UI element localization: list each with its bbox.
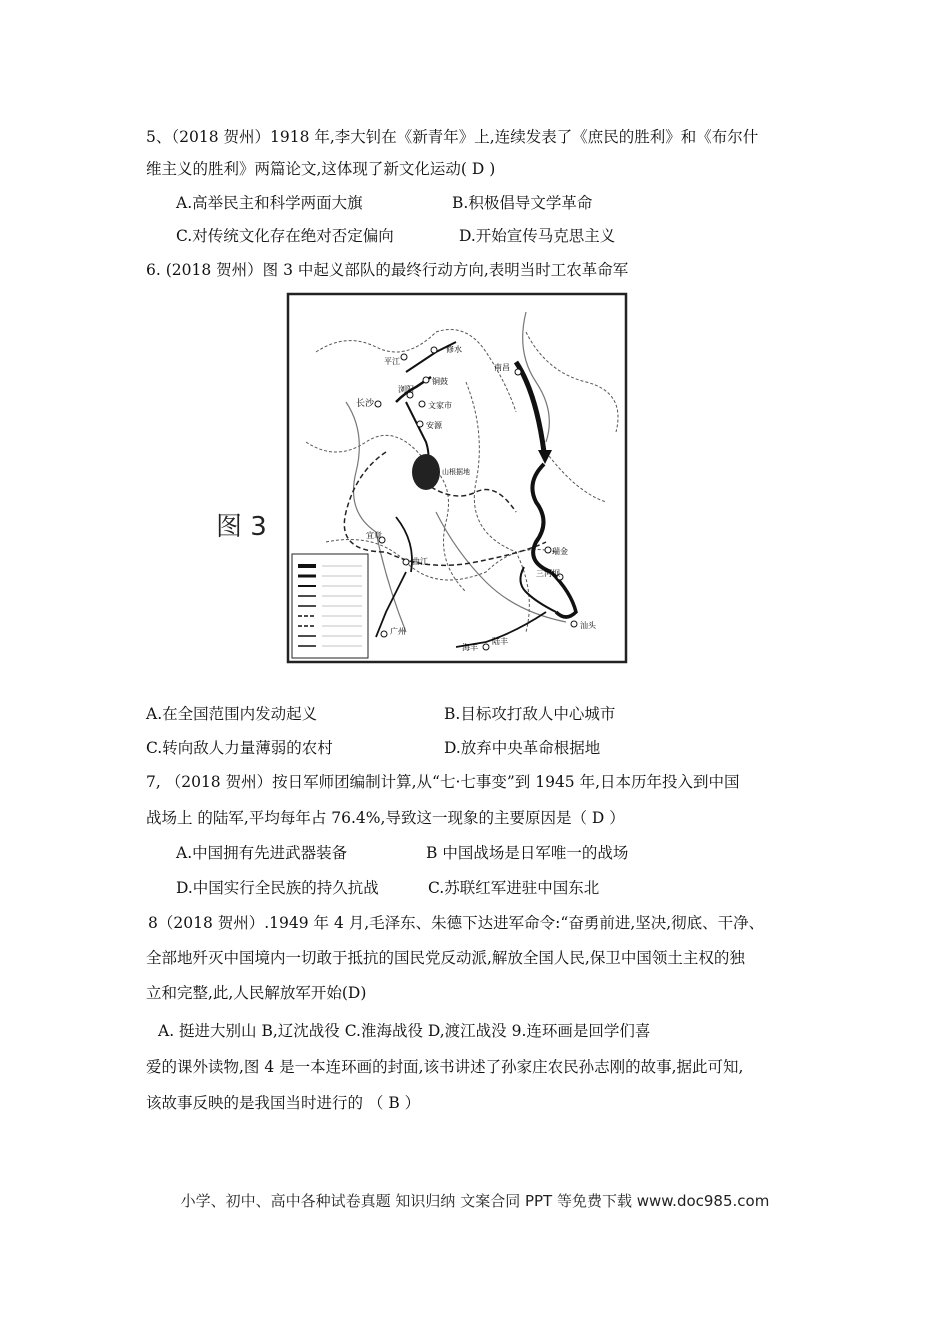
label-haifeng: 海丰 (462, 643, 478, 652)
label-shantou: 汕头 (580, 621, 596, 630)
city-dot (381, 631, 387, 637)
q8-options-line: A. 挺进大别山 B,辽沈战役 C.淮海战役 D,渡江战没 9.连环画是回学们喜 (158, 1022, 651, 1040)
q5-option-c: C.对传统文化存在绝对否定偏向 (176, 227, 394, 245)
label-yizhang: 宜章 (366, 531, 382, 540)
label-tonggu: 铜鼓 (432, 377, 448, 386)
q6-option-a: A.在全国范围内发动起义 (146, 705, 318, 723)
label-xiushui: 修水 (446, 345, 462, 354)
city-dot (431, 347, 437, 353)
q6-option-c: C.转向敌人力量薄弱的农村 (146, 739, 333, 757)
city-dot (419, 401, 425, 407)
label-sanheba: 三河坝 (536, 569, 560, 578)
label-lufeng: 陆丰 (492, 637, 508, 646)
q5-option-b: B.积极倡导文学革命 (452, 194, 593, 212)
city-dot (401, 354, 407, 360)
city-dot (545, 547, 551, 553)
q7-stem-line1: 7, （2018 贺州）按日军师团编制计算,从“七·七事变”到 1945 年,日本历年投入到中国 (146, 773, 740, 791)
city-dot (571, 621, 577, 627)
map-svg (286, 292, 628, 664)
q9-stem-line2: 该故事反映的是我国当时进行的 （ B ） (146, 1094, 421, 1112)
q9-stem-line1: 爱的课外读物,图 4 是一本连环画的封面,该书讲述了孙家庄农民孙志刚的故事,据此可知, (146, 1058, 744, 1076)
q7-option-c: C.苏联红军进驻中国东北 (428, 879, 600, 897)
q7-option-d: D.中国实行全民族的持久抗战 (176, 879, 379, 897)
label-pingjiang: 平江 (384, 357, 400, 366)
q8-stem-line2: 全部地歼灭中国境内一切敢于抵抗的国民党反动派,解放全国人民,保卫中国领土主权的独 (146, 949, 745, 967)
label-jinggangshan: 山根据地 (442, 468, 470, 476)
figure-3-label: 图 3 (216, 512, 267, 542)
q5-option-d: D.开始宣传马克思主义 (459, 227, 616, 245)
q8-stem-line1: 8（2018 贺州）.1949 年 4 月,毛泽东、朱德下达进军命令:“奋勇前进,坚决,彻底、干净、 (148, 914, 765, 932)
label-wenjiashi: 文家市 (428, 401, 452, 410)
q6-stem: 6. (2018 贺州）图 3 中起义部队的最终行动方向,表明当时工农革命军 (146, 261, 629, 279)
city-dot (515, 369, 521, 375)
city-dot (403, 559, 409, 565)
jinggangshan-base (412, 454, 440, 490)
q5-stem-line2: 维主义的胜利》两篇论文,这体现了新文化运动( D ) (146, 160, 496, 178)
page-footer: 小学、初中、高中各种试卷真题 知识归纳 文案合同 PPT 等免费下载 www.doc985.com (180, 1192, 770, 1210)
label-changsha: 长沙 (356, 399, 375, 409)
city-dot (423, 377, 429, 383)
label-liuyang: 浏阳 (398, 385, 414, 394)
q7-stem-line2: 战场上 的陆军,平均每年占 76.4%,导致这一现象的主要原因是（ D ） (146, 809, 625, 827)
label-guangzhou: 广州 (390, 627, 406, 636)
q7-option-a: A.中国拥有先进武器装备 (176, 844, 348, 862)
label-shaoguan: 曲江 (412, 557, 428, 566)
label-nanchang: 南昌 (494, 363, 510, 372)
q7-option-b: B 中国战场是日军唯一的战场 (426, 844, 629, 862)
city-dot (483, 644, 489, 650)
q5-option-a: A.高举民主和科学两面大旗 (176, 194, 363, 212)
city-dot (417, 421, 423, 427)
q6-option-b: B.目标攻打敌人中心城市 (444, 705, 616, 723)
label-ruijin: 瑞金 (552, 547, 568, 556)
q6-option-d: D.放弃中央革命根据地 (444, 739, 601, 757)
q8-stem-line3: 立和完整,此,人民解放军开始(D) (146, 984, 367, 1002)
figure-3-map (286, 292, 628, 664)
q5-stem-line1: 5、（2018 贺州）1918 年,李大钊在《新青年》上,连续发表了《庶民的胜利》和《布尔什 (146, 128, 759, 146)
city-dot (375, 401, 381, 407)
label-anyuan: 安源 (426, 421, 442, 430)
